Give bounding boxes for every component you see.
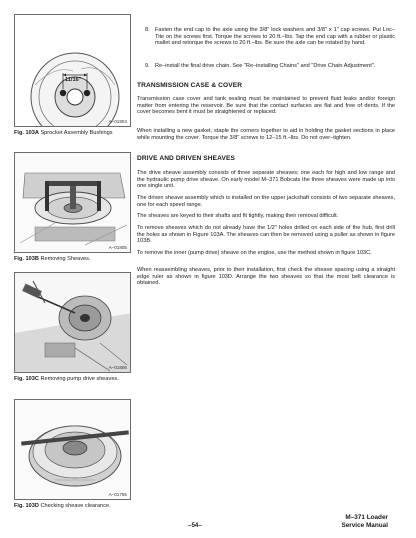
figure-caption-text: Removing pump drive sheaves. xyxy=(40,376,119,382)
figure-code: A–01805 xyxy=(108,245,127,250)
figure-label: Fig. 103D xyxy=(14,503,39,509)
figure-caption-103b xyxy=(14,256,91,262)
figure-caption-103a xyxy=(14,130,113,136)
paragraph: When reassembling sheaves, prior to their installation, first check the sheave spacing using a straight edge ruler as shown in figure 103D. Arrange the two sheaves so that the most belt clearance is obtained. xyxy=(137,267,395,287)
pump-drive-sheave-illustration xyxy=(15,273,131,373)
paragraph: When installing a new gasket, staple the corners together to aid in holding the gasket sections in place while mounting the cover. Torque the 3/8" screws to 12–15 ft.–lbs. Do not over–tighten. xyxy=(137,128,395,141)
figure-caption-text: Sprocket Assembly Bushings xyxy=(40,130,113,136)
figure-caption-text: Checking sheave clearance. xyxy=(40,503,111,509)
step-number: 8. xyxy=(145,27,150,33)
section-heading: DRIVE AND DRIVEN SHEAVES xyxy=(137,155,236,162)
step-text: Fasten the end cap to the axle using the 3/8" lock washers and 3/8" x 1" cap screws. Put Loc–Tite on the screws first. Torque the screws to 20 ft.–lbs. Tap the end cap with a rubber or plastic mallet and retorque the screws to 20 ft.–lbs. Be sure the axle can be rotated by hand. xyxy=(155,27,395,47)
figure-caption-text: Removing Sheaves. xyxy=(40,256,91,262)
page-number: –54– xyxy=(188,522,202,529)
figure-code: A–01755 xyxy=(108,492,127,497)
sheave-clearance-illustration xyxy=(15,400,131,500)
figure-caption-103d xyxy=(14,503,111,509)
paragraph: The drive sheave assembly consists of three separate sheaves; one each for high and low range and the hydraulic pump drive sheave. On early model M–371 Bobcats the three sheaves were made up into one single unit. xyxy=(137,170,395,190)
footer-model: M–371 Loader xyxy=(345,514,388,521)
section-heading: TRANSMISSION CASE & COVER xyxy=(137,82,243,89)
paragraph: The sheaves are keyed to their shafts and fit tightly, making their removal difficult. xyxy=(137,213,339,219)
figure-label: Fig. 103B xyxy=(14,256,39,262)
paragraph: To remove the inner (pump drive) sheave on the engine, use the method shown in figure 103C. xyxy=(137,250,372,256)
paragraph: The driven sheave assembly which is installed on the upper jackshaft consists of two separate sheaves, one for each speed range. xyxy=(137,195,395,208)
figure-103d xyxy=(14,399,131,500)
sprocket-bushing-illustration xyxy=(15,15,131,127)
figure-code: A–01806 xyxy=(108,365,127,370)
figure-103b xyxy=(14,152,131,253)
figure-103c xyxy=(14,272,131,373)
dimension-callout: 11/16" xyxy=(65,77,82,83)
footer-manual: Service Manual xyxy=(341,521,388,529)
footer-title xyxy=(341,514,388,529)
text-column xyxy=(137,0,395,538)
figure-code: A–01804 xyxy=(108,119,127,124)
figure-103a xyxy=(14,14,131,127)
paragraph: Transmission case cover and tank sealing must be maintained to prevent fluid leaks and/or foreign matter from entering the reservoir. Be sure that the contact surfaces are flat and free of dents. If the cover becomes bent it must be straightened or replaced. xyxy=(137,96,395,116)
figure-label: Fig. 103A xyxy=(14,130,39,136)
step-text: Re–install the final drive chain. See "Re–installing Chains" and "Drive Chain Adjustment". xyxy=(155,63,376,69)
sheave-puller-illustration xyxy=(15,153,131,253)
figure-label: Fig. 103C xyxy=(14,376,39,382)
step-number: 9. xyxy=(145,63,150,69)
paragraph: To remove sheaves which do not already have the 1/2" holes drilled on each side of the hub, first drill the holes as shown in Figure 103A. The sheaves can then be removed using a puller as shown in figure 103B. xyxy=(137,225,395,245)
figure-caption-103c xyxy=(14,376,119,382)
